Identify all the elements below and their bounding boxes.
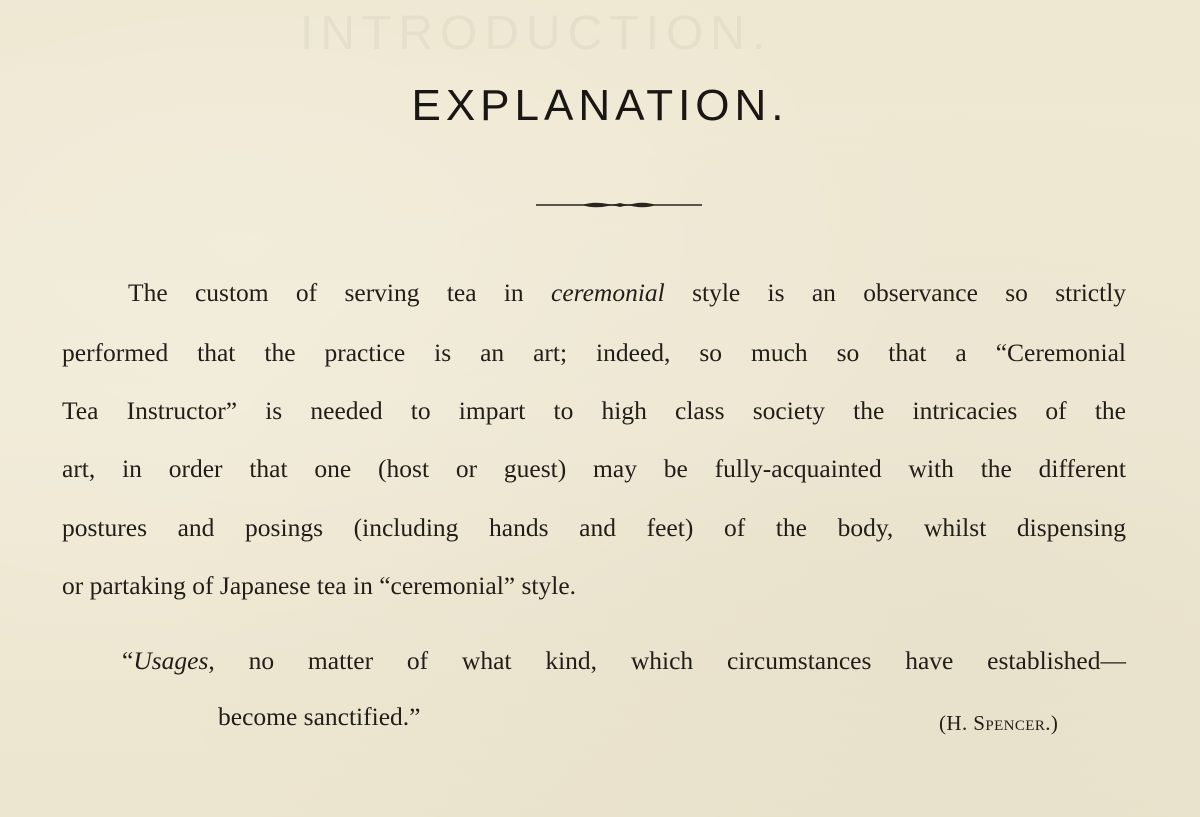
attribution-name: Spencer <box>973 711 1046 735</box>
quote-line-2: become sanctified.” <box>218 702 421 731</box>
paragraph-line-3: Tea Instructor” is needed to impart to high class society the intricacies of the <box>62 396 1126 425</box>
line-1-start: The custom of serving tea in <box>128 278 524 307</box>
paragraph-line-1 <box>128 280 1126 306</box>
quote-open-mark: “ <box>122 646 134 675</box>
quote-italic-usages: Usages <box>133 646 209 675</box>
show-through-heading: INTRODUCTION. <box>300 7 773 60</box>
italic-ceremonial: ceremonial <box>551 278 665 307</box>
line-1-end: style is an observance so strictly <box>692 278 1127 307</box>
quote-line-1-rest: , no matter of what kind, which circumstances have established— <box>208 646 1126 675</box>
attribution-open: (H. <box>939 711 968 735</box>
paragraph-line-6: or partaking of Japanese tea in “ceremonial” style. <box>62 571 577 600</box>
decorative-rule-ornament <box>536 197 702 213</box>
paragraph-line-2: performed that the practice is an art; indeed, so much so that a “Ceremonial <box>62 338 1126 367</box>
page-title: EXPLANATION. <box>411 81 789 130</box>
attribution-close: .) <box>1045 711 1059 735</box>
paragraph-line-5: postures and posings (including hands and feet) of the body, whilst dispensing <box>62 513 1126 542</box>
quote-attribution <box>939 713 1058 734</box>
quote-line-1 <box>122 648 1126 674</box>
paragraph-line-4: art, in order that one (host or guest) may be fully-acquainted with the different <box>62 454 1126 483</box>
